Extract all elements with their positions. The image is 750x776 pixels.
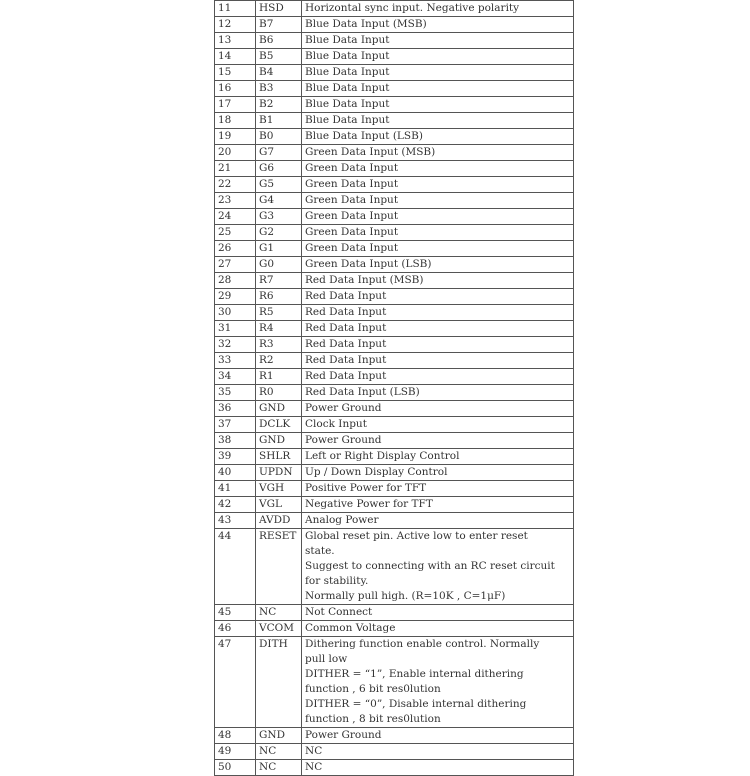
pin-number: 49: [215, 744, 256, 760]
table-row: [215, 353, 574, 369]
table-row: [215, 81, 574, 97]
pin-symbol: G0: [256, 257, 302, 273]
description-line: Up / Down Display Control: [305, 466, 448, 478]
table-row: [215, 145, 574, 161]
table-row: [215, 465, 574, 481]
pin-number: 18: [215, 113, 256, 129]
pin-symbol: G2: [256, 225, 302, 241]
pin-description: [302, 81, 574, 97]
description-line: Green Data Input: [305, 162, 399, 174]
pin-symbol: G6: [256, 161, 302, 177]
pin-symbol: G3: [256, 209, 302, 225]
description-line: Blue Data Input: [305, 66, 390, 78]
table-row: [215, 497, 574, 513]
pin-description: [302, 353, 574, 369]
pin-symbol: B2: [256, 97, 302, 113]
pin-symbol: RESET: [256, 529, 302, 605]
description-line: Green Data Input: [305, 194, 399, 206]
description-line: Red Data Input (MSB): [305, 274, 424, 286]
description-line: Horizontal sync input. Negative polarity: [305, 2, 520, 14]
pin-number: 13: [215, 33, 256, 49]
pin-number: 43: [215, 513, 256, 529]
description-line: Normally pull high. (R=10K , C=1μF): [305, 590, 506, 602]
table-row: [215, 97, 574, 113]
pin-symbol: DITH: [256, 637, 302, 728]
table-row: [215, 449, 574, 465]
description-line: Blue Data Input: [305, 98, 390, 110]
description-line: Analog Power: [305, 514, 379, 526]
table-row: [215, 369, 574, 385]
table-row: [215, 728, 574, 744]
description-line: Red Data Input: [305, 338, 387, 350]
pin-description: [302, 49, 574, 65]
table-row: [215, 433, 574, 449]
table-row: [215, 193, 574, 209]
description-line: Common Voltage: [305, 622, 396, 634]
pin-description: [302, 760, 574, 776]
description-line: Green Data Input: [305, 210, 399, 222]
pin-description: [302, 321, 574, 337]
pin-description: [302, 465, 574, 481]
pin-symbol: R5: [256, 305, 302, 321]
table-row: [215, 321, 574, 337]
table-row: [215, 337, 574, 353]
description-line: Blue Data Input (MSB): [305, 18, 427, 30]
pin-description: [302, 241, 574, 257]
pin-number: 12: [215, 17, 256, 33]
pin-symbol: G7: [256, 145, 302, 161]
pin-symbol: R2: [256, 353, 302, 369]
pin-number: 11: [215, 1, 256, 17]
pin-symbol: G1: [256, 241, 302, 257]
pin-symbol: G4: [256, 193, 302, 209]
table-row: [215, 33, 574, 49]
pin-description: [302, 17, 574, 33]
pin-symbol: B4: [256, 65, 302, 81]
pin-description: [302, 193, 574, 209]
pin-number: 37: [215, 417, 256, 433]
description-line: Green Data Input (MSB): [305, 146, 436, 158]
pin-number: 32: [215, 337, 256, 353]
pin-description: [302, 744, 574, 760]
description-line: Red Data Input: [305, 370, 387, 382]
pin-description: [302, 497, 574, 513]
pin-number: 30: [215, 305, 256, 321]
pin-number: 19: [215, 129, 256, 145]
table-row: [215, 209, 574, 225]
table-row: [215, 289, 574, 305]
pin-symbol: AVDD: [256, 513, 302, 529]
description-line: Blue Data Input: [305, 82, 390, 94]
pin-symbol: SHLR: [256, 449, 302, 465]
pin-symbol: GND: [256, 401, 302, 417]
pin-number: 42: [215, 497, 256, 513]
table-row: [215, 605, 574, 621]
pin-number: 29: [215, 289, 256, 305]
pin-description: [302, 385, 574, 401]
pin-number: 31: [215, 321, 256, 337]
table-row: [215, 385, 574, 401]
pin-description: [302, 65, 574, 81]
description-line: Not Connect: [305, 606, 373, 618]
description-line: DITHER = “1”, Enable internal dithering: [305, 668, 524, 680]
pin-description: [302, 621, 574, 637]
pin-number: 27: [215, 257, 256, 273]
pin-number: 22: [215, 177, 256, 193]
description-line: pull low: [305, 653, 348, 665]
pin-number: 44: [215, 529, 256, 605]
pin-number: 33: [215, 353, 256, 369]
description-line: Negative Power for TFT: [305, 498, 433, 510]
pin-symbol: VGL: [256, 497, 302, 513]
description-line: for stability.: [305, 575, 369, 587]
description-line: Left or Right Display Control: [305, 450, 460, 462]
pin-symbol: B3: [256, 81, 302, 97]
table-row: [215, 481, 574, 497]
pin-symbol: R3: [256, 337, 302, 353]
pin-description: [302, 161, 574, 177]
description-line: Blue Data Input (LSB): [305, 130, 423, 142]
table-row: [215, 49, 574, 65]
pin-description: [302, 273, 574, 289]
description-line: DITHER = “0”, Disable internal dithering: [305, 698, 527, 710]
pin-number: 41: [215, 481, 256, 497]
pin-number: 45: [215, 605, 256, 621]
pin-symbol: R0: [256, 385, 302, 401]
description-line: Blue Data Input: [305, 114, 390, 126]
pin-symbol: R6: [256, 289, 302, 305]
table-row: [215, 401, 574, 417]
pin-number: 35: [215, 385, 256, 401]
pin-number: 17: [215, 97, 256, 113]
pin-table-body: [215, 1, 574, 776]
pin-description: [302, 113, 574, 129]
description-line: Red Data Input: [305, 322, 387, 334]
pin-symbol: R1: [256, 369, 302, 385]
pin-number: 40: [215, 465, 256, 481]
pin-description: [302, 637, 574, 728]
table-row: [215, 513, 574, 529]
pin-number: 25: [215, 225, 256, 241]
pin-description: [302, 289, 574, 305]
pin-number: 14: [215, 49, 256, 65]
pin-symbol: B0: [256, 129, 302, 145]
pin-symbol: VCOM: [256, 621, 302, 637]
table-row: [215, 417, 574, 433]
pin-description: [302, 449, 574, 465]
pin-description: [302, 369, 574, 385]
description-line: Blue Data Input: [305, 34, 390, 46]
pin-description: [302, 433, 574, 449]
table-row: [215, 257, 574, 273]
pin-description: [302, 513, 574, 529]
description-line: Green Data Input (LSB): [305, 258, 432, 270]
table-row: [215, 529, 574, 605]
table-row: [215, 744, 574, 760]
pin-symbol: GND: [256, 728, 302, 744]
pin-symbol: B6: [256, 33, 302, 49]
description-line: Green Data Input: [305, 178, 399, 190]
table-row: [215, 177, 574, 193]
description-line: function , 8 bit res0lution: [305, 713, 441, 725]
pin-symbol: G5: [256, 177, 302, 193]
table-row: [215, 241, 574, 257]
pin-symbol: R7: [256, 273, 302, 289]
description-line: Positive Power for TFT: [305, 482, 427, 494]
pin-description: [302, 97, 574, 113]
description-line: function , 6 bit res0lution: [305, 683, 441, 695]
pin-number: 36: [215, 401, 256, 417]
pin-number: 16: [215, 81, 256, 97]
pin-number: 46: [215, 621, 256, 637]
pin-symbol: NC: [256, 605, 302, 621]
pin-symbol: B5: [256, 49, 302, 65]
description-line: NC: [305, 761, 323, 773]
description-line: Power Ground: [305, 402, 382, 414]
description-line: Green Data Input: [305, 226, 399, 238]
pin-symbol: R4: [256, 321, 302, 337]
pin-symbol: GND: [256, 433, 302, 449]
table-row: [215, 1, 574, 17]
description-line: Power Ground: [305, 434, 382, 446]
table-row: [215, 17, 574, 33]
pin-description: [302, 1, 574, 17]
pin-description: [302, 728, 574, 744]
pin-number: 39: [215, 449, 256, 465]
table-row: [215, 113, 574, 129]
description-line: Blue Data Input: [305, 50, 390, 62]
pin-description: [302, 337, 574, 353]
table-row: [215, 273, 574, 289]
description-line: Green Data Input: [305, 242, 399, 254]
pin-description: [302, 529, 574, 605]
description-line: Global reset pin. Active low to enter reset: [305, 530, 528, 542]
pin-number: 28: [215, 273, 256, 289]
table-row: [215, 161, 574, 177]
pin-description: [302, 129, 574, 145]
table-row: [215, 225, 574, 241]
pin-symbol: UPDN: [256, 465, 302, 481]
description-line: NC: [305, 745, 323, 757]
pin-number: 21: [215, 161, 256, 177]
pin-symbol: HSD: [256, 1, 302, 17]
table-row: [215, 621, 574, 637]
table-row: [215, 760, 574, 776]
pin-description: [302, 305, 574, 321]
pin-number: 24: [215, 209, 256, 225]
description-line: Red Data Input: [305, 354, 387, 366]
pin-description: [302, 209, 574, 225]
description-line: Clock Input: [305, 418, 367, 430]
description-line: Power Ground: [305, 729, 382, 741]
pin-description: [302, 481, 574, 497]
pin-symbol: VGH: [256, 481, 302, 497]
pin-number: 20: [215, 145, 256, 161]
table-row: [215, 637, 574, 728]
pin-number: 48: [215, 728, 256, 744]
pin-symbol: B7: [256, 17, 302, 33]
pin-symbol: DCLK: [256, 417, 302, 433]
pin-number: 50: [215, 760, 256, 776]
description-line: Red Data Input: [305, 290, 387, 302]
pin-description: [302, 225, 574, 241]
description-line: Dithering function enable control. Normally: [305, 638, 540, 650]
pin-number: 23: [215, 193, 256, 209]
pin-description: [302, 33, 574, 49]
description-line: Suggest to connecting with an RC reset circuit: [305, 560, 555, 572]
pin-number: 38: [215, 433, 256, 449]
table-row: [215, 129, 574, 145]
description-line: state.: [305, 545, 335, 557]
pin-symbol: B1: [256, 113, 302, 129]
table-row: [215, 65, 574, 81]
description-line: Red Data Input: [305, 306, 387, 318]
pin-symbol: NC: [256, 760, 302, 776]
pin-number: 15: [215, 65, 256, 81]
pin-description-table: [214, 0, 574, 776]
table-row: [215, 305, 574, 321]
pin-description: [302, 401, 574, 417]
pin-number: 34: [215, 369, 256, 385]
pin-description: [302, 417, 574, 433]
pin-number: 26: [215, 241, 256, 257]
pin-description: [302, 257, 574, 273]
description-line: Red Data Input (LSB): [305, 386, 420, 398]
pin-number: 47: [215, 637, 256, 728]
pin-description: [302, 177, 574, 193]
pin-description: [302, 145, 574, 161]
pin-symbol: NC: [256, 744, 302, 760]
pin-description: [302, 605, 574, 621]
